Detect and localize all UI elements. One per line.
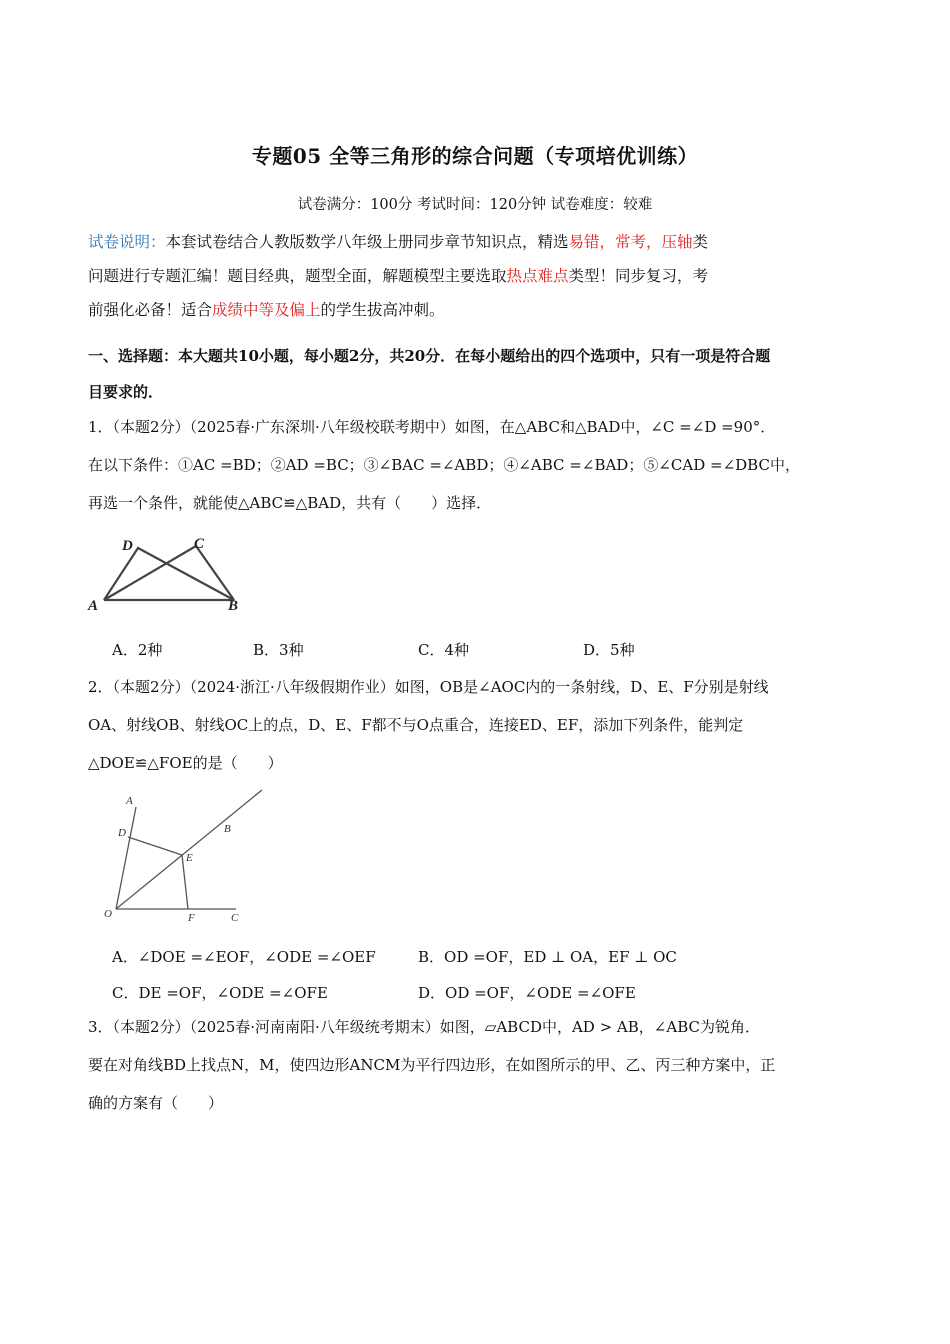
question-3 <box>88 1008 868 1122</box>
question-2 <box>88 668 868 782</box>
description-text: 类型！同步复习，考 <box>568 267 709 285</box>
label-d: D <box>122 538 133 554</box>
q2-option-c[interactable]: C．DE =OF，∠ODE =∠OFE <box>112 984 328 1002</box>
q1-figure <box>86 530 256 620</box>
question-line: 要在对角线BD上找点N，M，使四边形ANCM为平行四边形，在如图所示的甲、乙、丙三种方案中，正 <box>88 1056 776 1074</box>
label-b: B <box>228 598 239 614</box>
label-a: A <box>88 598 99 614</box>
question-line: OA、射线OB、射线OC上的点，D、E、F都不与O点重合，连接ED、EF，添加下列条件，能判定 <box>88 716 744 734</box>
label-f: F <box>188 912 195 924</box>
q2-option-b[interactable]: B．OD =OF，ED ⊥ OA，EF ⊥ OC <box>418 948 677 966</box>
label-c: C <box>194 536 205 552</box>
question-line: 再选一个条件，就能使△ABC≌△BAD，共有（ ）选择． <box>88 494 492 512</box>
question-1 <box>88 408 868 522</box>
segment-dc <box>138 546 196 548</box>
q2-option-a[interactable]: A．∠DOE =∠EOF，∠ODE =∠OEF <box>112 948 376 966</box>
question-line: 在以下条件：①AC =BD；②AD =BC；③∠BAC =∠ABD；④∠ABC =∠BAD；⑤∠CAD =∠DBC中， <box>88 456 800 474</box>
q1-option-c[interactable]: C．4种 <box>418 641 470 659</box>
q1-option-b[interactable]: B．3种 <box>253 641 304 659</box>
question-line: 3．（本题2分）（2025春·河南南阳·八年级统考期末）如图，▱ABCD中，AD > AB，∠ABC为锐角． <box>88 1018 760 1036</box>
question-line: △DOE≌△FOE的是（ ） <box>88 754 283 772</box>
question-line: 确的方案有（ ） <box>88 1094 224 1112</box>
section-heading <box>88 338 864 410</box>
description-text: 问题进行专题汇编！题目经典，题型全面，解题模型主要选取 <box>88 267 507 285</box>
label-d: D <box>118 827 126 839</box>
exam-description <box>88 225 864 327</box>
triangle-abc <box>104 546 234 600</box>
description-text: 前强化必备！适合 <box>88 301 213 319</box>
description-text: 类 <box>692 233 709 251</box>
exam-meta: 试卷满分：100分 考试时间：120分钟 试卷难度：较难 <box>297 197 653 213</box>
highlight-text: 热点难点 <box>506 267 569 285</box>
q2-option-d[interactable]: D．OD =OF，∠ODE =∠OFE <box>418 984 636 1002</box>
label-a: A <box>126 795 133 807</box>
question-line: 2．（本题2分）（2024·浙江·八年级假期作业）如图，OB是∠AOC内的一条射线，D、E、F分别是射线 <box>88 678 769 696</box>
label-o: O <box>104 908 112 920</box>
ray-ob <box>116 790 262 909</box>
highlight-text: 成绩中等及偏上 <box>212 301 321 319</box>
ray-oa <box>116 807 136 909</box>
segment-de <box>128 837 182 855</box>
page-title: 专题05 全等三角形的综合问题（专项培优训练） <box>251 144 699 168</box>
section-line: 一、选择题：本大题共10小题，每小题2分，共20分．在每小题给出的四个选项中，只有一项是符合题 <box>88 347 771 365</box>
q1-option-a[interactable]: A．2种 <box>112 641 163 659</box>
label-e: E <box>186 852 193 864</box>
q2-figure <box>100 785 275 925</box>
highlight-text: 易错，常考，压轴 <box>568 233 693 251</box>
label-c: C <box>231 912 239 924</box>
description-text: 本套试卷结合人教版数学八年级上册同步章节知识点，精选 <box>165 233 569 251</box>
section-line: 目要求的． <box>88 383 164 401</box>
q1-option-d[interactable]: D．5种 <box>583 641 635 659</box>
description-text: 的学生拔高冲刺。 <box>320 301 445 319</box>
question-line: 1．（本题2分）（2025春·广东深圳·八年级校联考期中）如图，在△ABC和△BAD中，∠C =∠D =90°． <box>88 418 776 436</box>
label-b: B <box>224 823 231 835</box>
description-label: 试卷说明： <box>88 233 166 251</box>
